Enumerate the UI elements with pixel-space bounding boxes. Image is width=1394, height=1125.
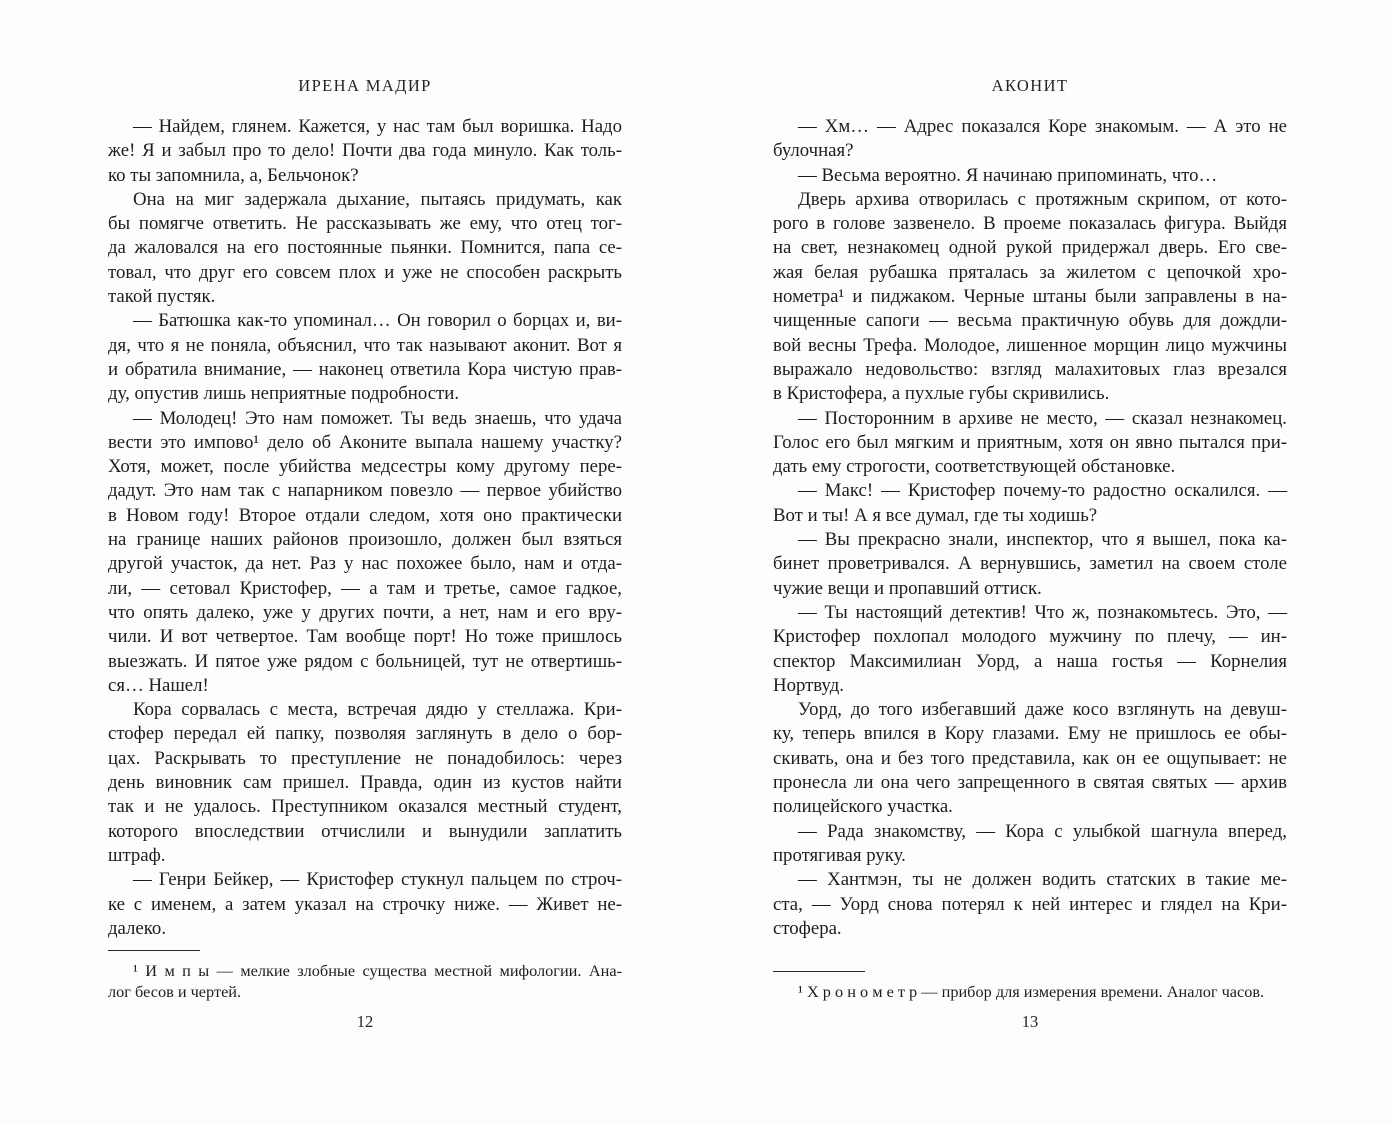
paragraph [773, 115, 1287, 164]
running-head-title: АКОНИТ [991, 76, 1069, 95]
text-line: выезжать. И пятое уже рядом с больницей, тут не отвертишь- [108, 650, 622, 672]
text-line: булочная? [773, 140, 854, 162]
paragraph [773, 820, 1287, 869]
paragraph [773, 188, 1287, 407]
page-left-footnote-text [108, 960, 622, 1002]
text-line: — Найдем, глянем. Кажется, у нас там был воришка. Надо [133, 116, 622, 137]
text-line: — Молодец! Это нам поможет. Ты ведь знаешь, что удача [133, 407, 622, 429]
text-line: ли, — сетовал Кристофер, — а там и третье, самое гадкое, [108, 577, 622, 599]
text-line: — Хантмэн, ты не должен водить статских в такие ме- [798, 869, 1287, 891]
text-line: так и не удалось. Преступником оказался местный студент, [108, 796, 622, 818]
text-line: вой весны Трефа. Молодое, лишенное морщин лицо мужчины [773, 334, 1287, 356]
text-line: Уорд, до того избегавший даже косо взглянуть на девуш- [798, 699, 1287, 721]
text-line: — Батюшка как-то упоминал… Он говорил о борцах и, ви- [133, 310, 622, 332]
text-line: да жаловался на его постоянные пьянки. Помнится, папа се- [108, 237, 622, 259]
text-line: что опять далеко, уже у других почти, а нет, нам и его вру- [108, 601, 622, 623]
paragraph [108, 698, 622, 868]
paragraph [773, 868, 1287, 941]
text-line: товал, что друг его совсем плох и уже не способен раскрыть [108, 261, 622, 283]
page-number: 12 [356, 1012, 374, 1031]
text-line: дадут. Это нам так с напарником повезло — первое убийство [108, 480, 622, 502]
text-line: стофер передал ей папку, позволяя заглянуть в дело о бор- [108, 723, 622, 745]
text-line: ¹ Х р о н о м е т р — прибор для измерения времени. Аналог часов. [798, 982, 1265, 1001]
text-line: — Рада знакомству, — Кора с улыбкой шагнула вперед, [798, 820, 1287, 842]
text-line: стофера. [773, 917, 842, 939]
text-line: выражало недовольство: взгляд малахитовых глаз врезался [773, 358, 1287, 380]
text-line: вести это импово¹ дело об Аконите выпала нашему участку? [108, 431, 622, 453]
text-line: Она на миг задержала дыхание, пытаясь придумать, как [133, 188, 622, 210]
text-line: жая белая рубашка пряталась за жилетом с цепочкой хро- [773, 261, 1287, 283]
text-line: ку, теперь впился в Кору глазами. Ему не пришлось ее обы- [773, 723, 1287, 745]
text-line: дать ему строгости, соответствующей обстановке. [773, 456, 1176, 478]
text-line: в Новом году! Второе отдали следом, хотя оно практически [108, 504, 622, 526]
text-line: ста, — Уорд снова потерял к ней интерес и глядел на Кри- [773, 893, 1287, 915]
page-right-footnote [773, 971, 1287, 1002]
text-line: чили. И вот четвертое. Там вообще порт! Но тоже пришлось [108, 626, 622, 648]
page-left-footnote [108, 950, 622, 1002]
text-line: Хотя, может, после убийства медсестры кому другому пере- [108, 456, 622, 478]
paragraph [773, 601, 1287, 698]
text-line: нометра¹ и пиджаком. Черные штаны были заправлены в на- [773, 286, 1287, 308]
text-line: на свет, незнакомец одной рукой придержал дверь. Его све- [773, 237, 1287, 259]
text-line: рого в голове зазвенело. В проеме показалась фигура. Выйдя [773, 213, 1287, 235]
text-line: — Хм… — Адрес показался Коре знакомым. — А это не [798, 116, 1287, 137]
text-line: протягивая руку. [773, 844, 906, 866]
paragraph [773, 164, 1287, 188]
text-line: Голос его был мягким и приятным, хотя он явно пытался при- [773, 431, 1287, 453]
text-line: чищенные сапоги — весьма практичную обувь для дождли- [773, 310, 1287, 332]
footnote-rule [773, 971, 865, 972]
text-line: пронесла ли она чего запрещенного в святая святых — архив [773, 772, 1287, 794]
text-line: бинет проветривался. А вернувшись, заметил на своем столе [773, 553, 1287, 575]
text-line: скивать, она и без того представила, как он ее ощупывает: не [773, 747, 1287, 769]
paragraph [108, 407, 622, 699]
text-line: которого впоследствии отчислили и вынудили заплатить [108, 820, 622, 842]
text-line: Кристофер похлопал молодого мужчину по плечу, — ин- [773, 626, 1287, 648]
text-line: — Посторонним в архиве не место, — сказал незнакомец. [798, 407, 1287, 429]
text-line: день виновник сам пришел. Правда, один из кустов найти [108, 772, 622, 794]
text-line: — Вы прекрасно знали, инспектор, что я вышел, пока ка- [798, 529, 1287, 551]
text-line: Нортвуд. [773, 674, 844, 696]
text-line: далеко. [108, 917, 167, 939]
paragraph [108, 868, 622, 941]
text-line: Вот и ты! А я все думал, где ты ходишь? [773, 504, 1098, 526]
paragraph [773, 479, 1287, 528]
text-line: ¹ И м п ы — мелкие злобные существа местной мифологии. Ана- [133, 961, 622, 980]
text-line: бы помягче ответить. Не рассказывать же ему, что отец тог- [108, 213, 622, 235]
paragraph [108, 115, 622, 188]
text-line: спектор Максимилиан Уорд, а наша гостья — Корнелия [773, 650, 1287, 672]
page-left-body [108, 115, 622, 941]
paragraph [773, 407, 1287, 480]
text-line: же! Я и забыл про то дело! Почти два года минуло. Как толь- [108, 140, 622, 162]
text-line: штраф. [108, 844, 166, 866]
page-number: 13 [1021, 1012, 1039, 1031]
text-line: полицейского участка. [773, 796, 953, 818]
text-line: ко ты запомнила, а, Бельчонок? [108, 164, 359, 186]
text-line: и обратила внимание, — наконец ответила Кора чистую прав- [108, 358, 622, 380]
text-line: — Генри Бейкер, — Кристофер стукнул пальцем по строч- [133, 869, 622, 891]
text-line: на границе наших районов произошло, должен был взяться [108, 529, 622, 551]
text-line: чужие вещи и пропавший оттиск. [773, 577, 1042, 599]
paragraph [108, 309, 622, 406]
text-line: дя, что я не поняла, объяснил, что так называют аконит. Вот я [108, 334, 622, 356]
text-line: Дверь архива отворилась с протяжным скрипом, от кото- [798, 188, 1287, 210]
text-line: — Весьма вероятно. Я начинаю припоминать, что… [798, 164, 1218, 186]
text-line: — Макс! — Кристофер почему-то радостно оскалился. — [798, 480, 1287, 502]
paragraph [108, 188, 622, 309]
text-line: такой пустяк. [108, 286, 216, 308]
text-line: другой участок, да нет. Раз у нас похожее было, нам и отда- [108, 553, 622, 575]
text-line: в Кристофера, а пухлые губы скривились. [773, 383, 1110, 405]
text-line: цах. Раскрывать то преступление не понадобилось: через [108, 747, 622, 769]
text-line: Кора сорвалась с места, встречая дядю у стеллажа. Кри- [133, 699, 622, 721]
text-line: ке с именем, а затем указал на строчку ниже. — Живет не- [108, 893, 622, 915]
page-right [697, 0, 1394, 1125]
text-line: — Ты настоящий детектив! Что ж, познакомьтесь. Это, — [798, 601, 1287, 623]
text-line: ду, опустив лишь неприятные подробности. [108, 383, 460, 405]
page-right-body [773, 115, 1287, 941]
page-right-footnote-text [773, 981, 1287, 1002]
text-line: ся… Нашел! [108, 674, 209, 696]
paragraph [773, 698, 1287, 819]
paragraph [773, 528, 1287, 601]
footnote-rule [108, 950, 200, 951]
running-head-author: ИРЕНА МАДИР [298, 76, 432, 95]
text-line: лог бесов и чертей. [108, 982, 242, 1001]
